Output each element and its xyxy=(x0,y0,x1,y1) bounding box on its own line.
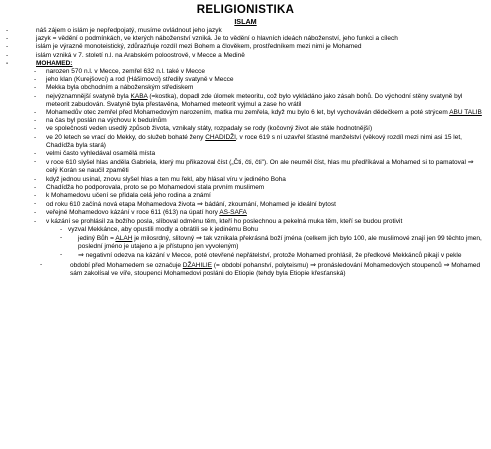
list-item: - nejvýznamnější svatyně byla KABA (=kostka), dopadl zde úlomek meteoritu, což bylo vykládáno jako zásah bohů. Do východní stěny svatyně byl meteorit zabudován. Svatyně byla přestavěna, Mohamed meteorit vyjmul a zase ho vrátil xyxy=(34,92,463,108)
list-item: - na čas byl poslán na výchovu k beduínům xyxy=(34,117,167,125)
intro-list xyxy=(6,27,485,68)
list-item: - narozen 570 n.l. v Mecce, zemřel 632 n.l. také v Mecce xyxy=(34,68,205,76)
page-title: RELIGIONISTIKA xyxy=(196,4,295,16)
list-item: - v kázání se prohlásil za božího posla, slíboval odměnu těm, kteří ho poslechnou a pekelná muka těm, kteří se budou protivit xyxy=(34,217,403,225)
list-item: - náš zájem o islám je nepředpojatý, musíme ovládnout jeho jazyk xyxy=(6,27,222,34)
list-item: - vyzval Mekkánce, aby opustili modly a obrátili se k jedinému Bohu xyxy=(60,225,259,233)
arrow-icon: ⇒ xyxy=(197,200,203,209)
arrow-icon: ⇒ xyxy=(443,260,450,269)
list-item: - Mohamedův otec zemřel před Mohamedovým narozením, matka mu zemřela, když mu bylo 6 let, byl vychováván dědečkem a poté strýcem ABU TALIB xyxy=(34,109,482,117)
list-item: - velmi často vyhledával osamělá místa xyxy=(34,150,156,158)
list-item: - jeho klan (Kurejšovci) a rod (Hášimovci) středily svatyně v Mecce xyxy=(34,76,234,84)
list-item: - když jednou usínal, znovu slyšel hlas a ten mu řekl, aby hlásal víru v jediného Boha xyxy=(34,175,286,183)
mohamed-list xyxy=(6,68,485,278)
list-item: - období před Mohamedem se označuje DŽAHILIE (= období pohanství, polyteismu) ⇒ pronásledování Mohamedových stoupenců ⇒ Mohamed sám zakolísal ve víře, stoupenci Mohamedovi posláni do Etiopie (tehdy byla Etiopie křesťanská) xyxy=(40,260,481,277)
list-item: - v roce 610 slyšel hlas anděla Gabriela, který mu přikazoval číst („Čti, čti, čti"). On ale neuměl číst, hlas mu předříkával a Mohamed si to pamatoval ⇒ celý Korán se naučil zpaměti xyxy=(34,158,474,175)
list-item: - k Mohamedovu učení se přidala celá jeho rodina a známí xyxy=(34,192,211,200)
arrow-icon: ⇒ xyxy=(467,158,474,167)
list-item: - jazyk = vědění o podmínkách, ve kterých náboženství vzniká. Je to vědění o hlavních ideách náboženství, jeho funkci a cílech xyxy=(6,35,398,43)
list-item: - islám je výrazně monoteistický, zdůrazňuje rozdíl mezi Bohem a člověkem, prostředníkem mezi nimi je Mohamed xyxy=(6,43,362,51)
arrow-icon: ⇒ xyxy=(78,251,84,260)
list-item: - islám vzniká v 7. století n.l. na Arabském poloostrově, v Mecce a Medině xyxy=(6,51,245,59)
list-item: - ve společnosti veden usedlý způsob života, vznikaly státy, rozpadaly se rody (kočovný život ale stále hodnotnější) xyxy=(34,125,373,133)
list-item: - Mekka byla obchodním a náboženským střediskem xyxy=(34,84,194,92)
page-subtitle: ISLAM xyxy=(234,17,257,26)
list-item: - ve 20 letech se vrací do Mekky, do služeb bohaté ženy CHADIDŽI, v roce 619 s ní uzavřel šťastné manželství (věkový rozdíl mezi nimi asi 15 let, Chadídža byla stará) xyxy=(34,133,462,149)
list-item: - od roku 610 začíná nová etapa Mohamedova života ⇒ bádání, zkoumání, Mohamed je ideální bytost xyxy=(34,200,336,209)
arrow-icon: ⇒ xyxy=(195,234,202,243)
list-item: - Chadídža ho podporovala, proto se po Mohamedovi stala prvním muslimem xyxy=(34,183,265,191)
section-heading-mohamed: - MOHAMED: xyxy=(6,59,73,67)
list-item: - ⇒ negativní odezva na kázání v Mecce, poté otevřené nepřátelství, protože Mohamed prohlásil, že předkové Mekkánců pikají v pekle xyxy=(60,251,462,260)
arrow-icon: ⇒ xyxy=(310,260,316,269)
list-item: - veřejné Mohamedovo kázání v roce 611 (613) na úpatí hory AS-SAFA xyxy=(34,209,247,217)
list-item: - jediný Bůh = ALAH je milosrdný, slitovný ⇒ tak vznikala překrásná boží jména (celkem jich bylo 100, ale muslimové znají jen 99 těchto jmen, poslední jméno je utajeno a je přístupno jen vyvoleným) xyxy=(60,234,482,251)
